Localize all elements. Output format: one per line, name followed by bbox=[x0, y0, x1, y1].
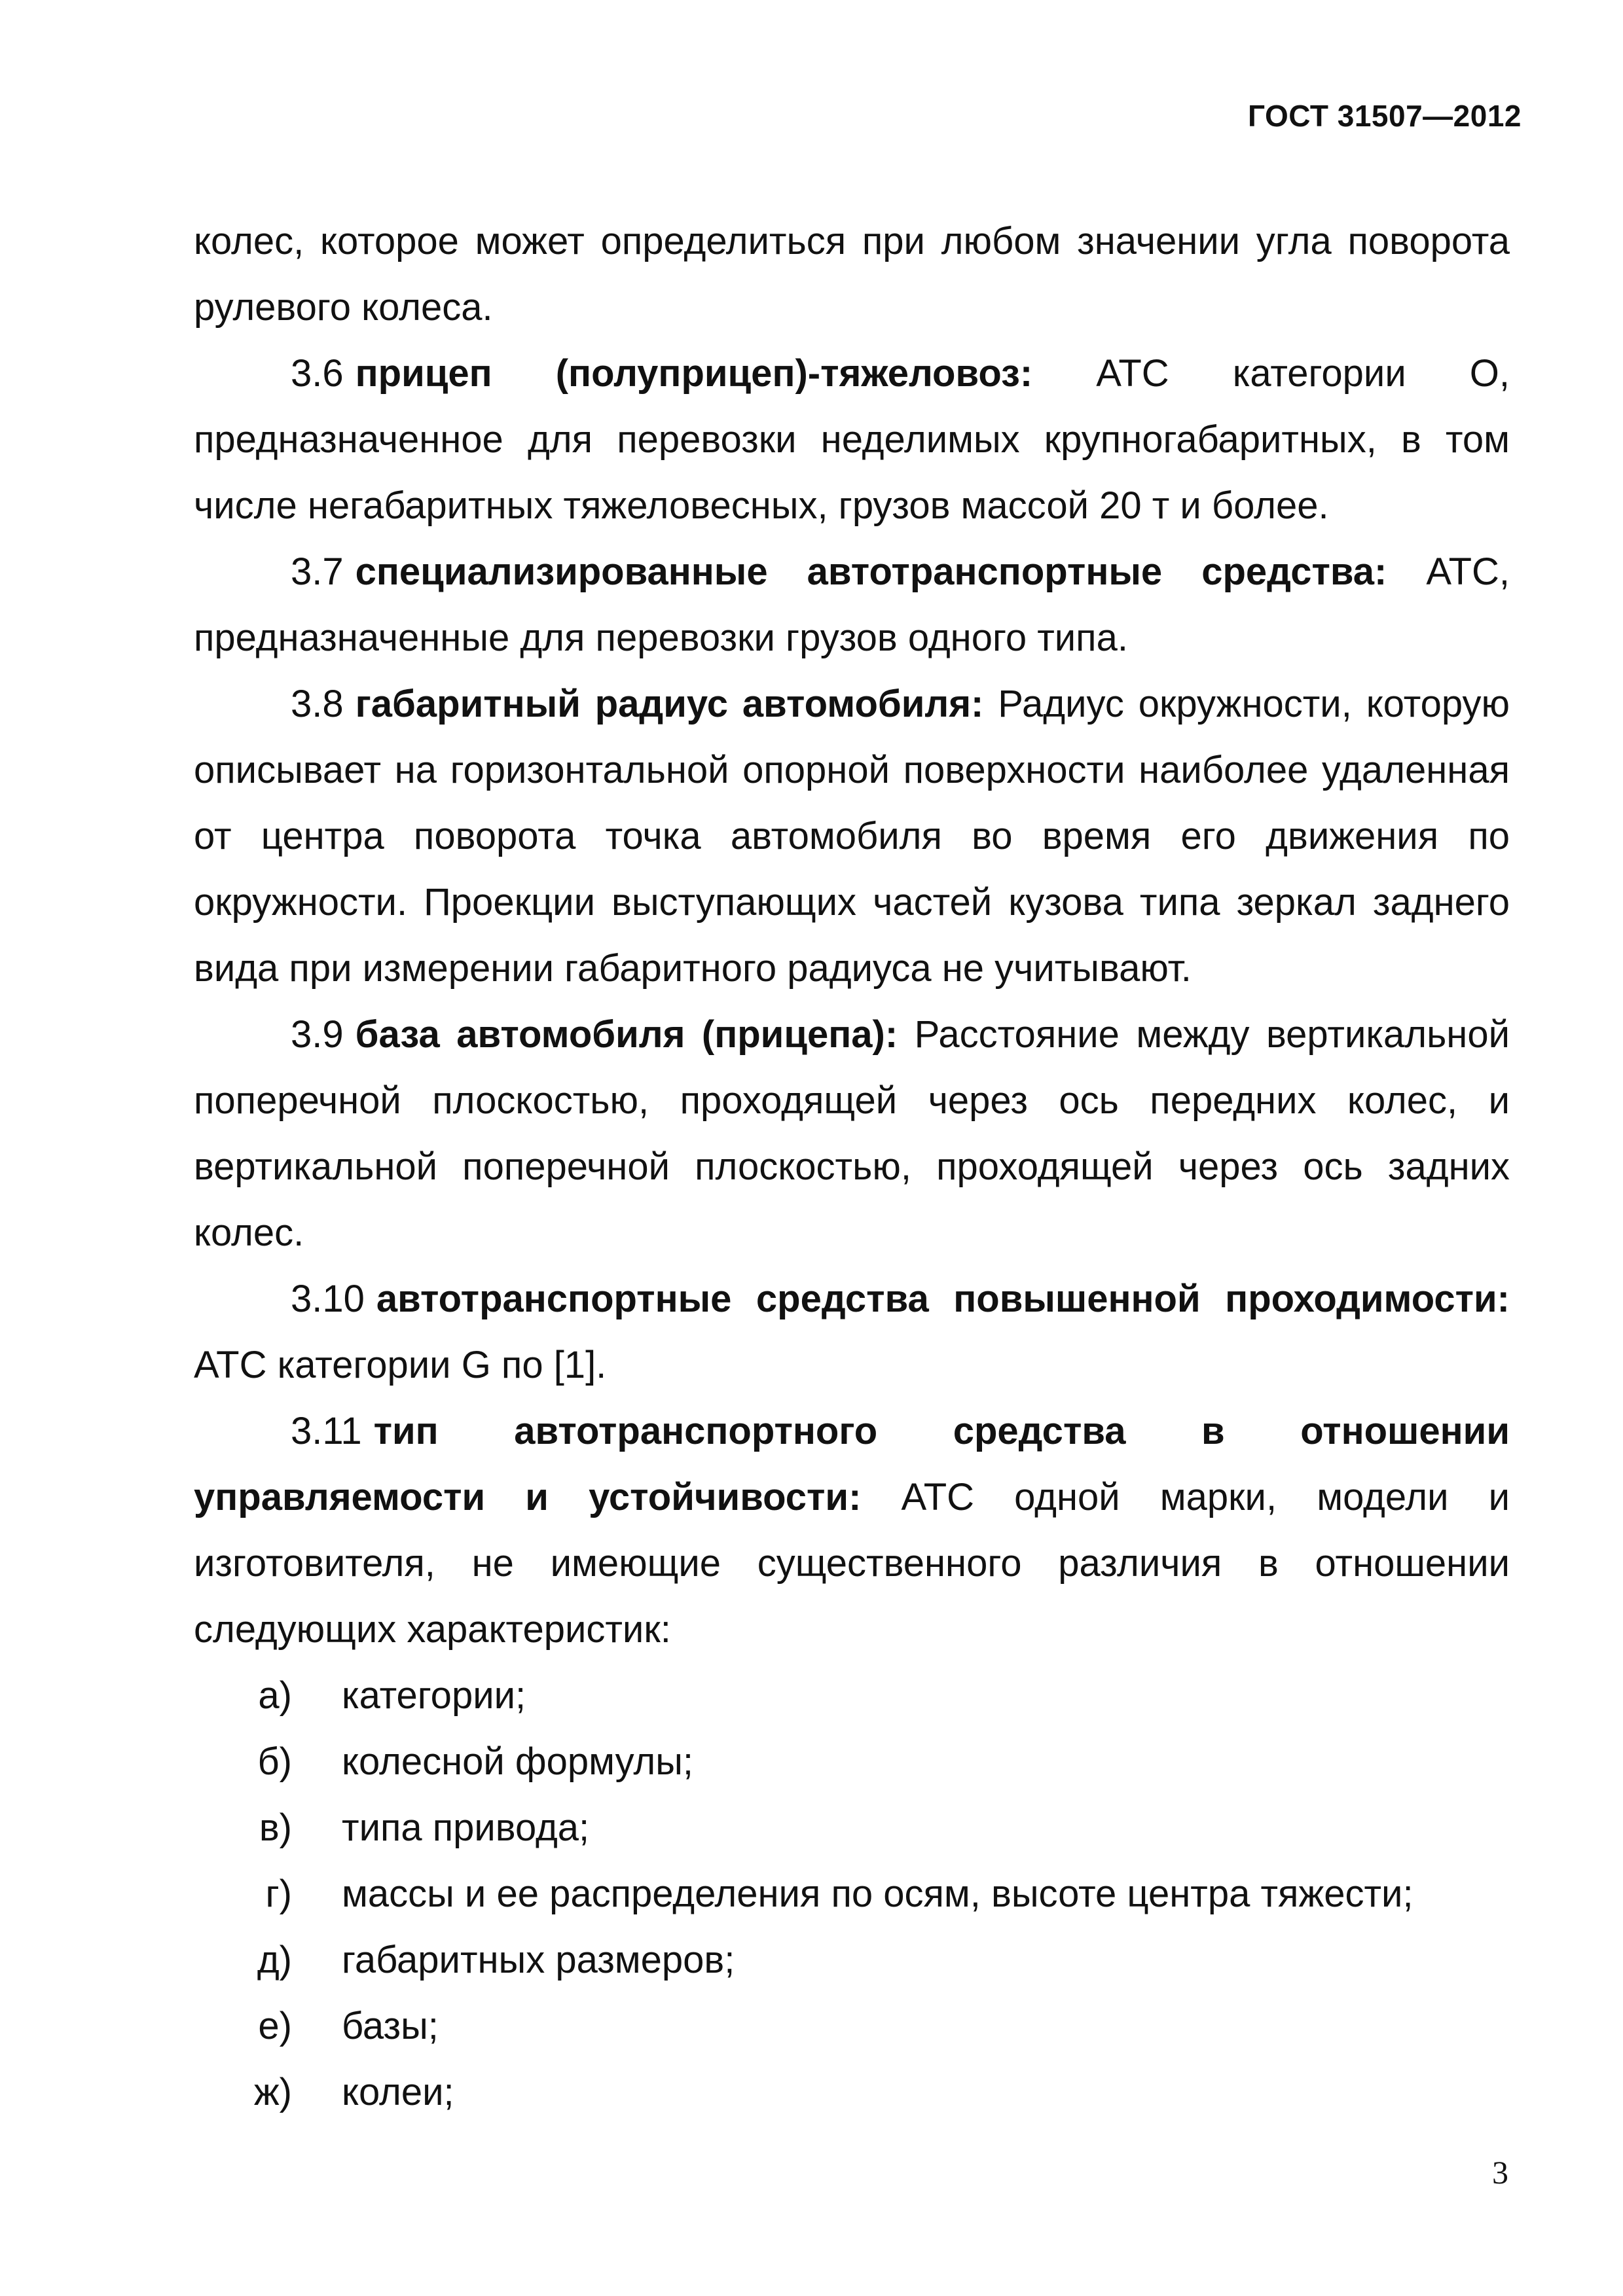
document-body bbox=[194, 208, 1510, 2125]
document-header: ГОСТ 31507—2012 bbox=[1248, 99, 1522, 133]
definition-text: АТС одной марки, модели и изготовителя, не имеющие существенного различия в отношении следующих характеристик: bbox=[194, 1476, 1510, 1651]
list-item-text: категории; bbox=[342, 1674, 526, 1717]
list-item bbox=[194, 1662, 1510, 1729]
list-marker: в) bbox=[259, 1806, 292, 1849]
clause-number: 3.8 bbox=[291, 683, 344, 725]
list-marker: д) bbox=[257, 1939, 292, 1981]
list-item bbox=[194, 1993, 1510, 2059]
paragraph-continuation bbox=[194, 208, 1510, 340]
list-item bbox=[194, 1927, 1510, 1993]
list-item-text: колеи; bbox=[342, 2071, 454, 2113]
definition-3-6 bbox=[194, 340, 1510, 539]
definition-term: тип автотранспортного средства в отношении управляемости и устойчивости: bbox=[194, 1410, 1510, 1518]
list-item-text: типа привода; bbox=[342, 1806, 590, 1849]
list-item bbox=[194, 1861, 1510, 1927]
definition-text: Расстояние между вертикальной поперечной плоскостью, проходящей через ось передних колес, и вертикальной поперечной плоскостью, проходящей через ось задних колес. bbox=[194, 1013, 1510, 1254]
list-marker: е) bbox=[258, 2005, 292, 2047]
list-item-text: габаритных размеров; bbox=[342, 1939, 735, 1981]
definition-term: габаритный радиус автомобиля: bbox=[355, 683, 984, 725]
definition-term: база автомобиля (прицепа): bbox=[355, 1013, 898, 1056]
definition-text: АТС категории G по [1]. bbox=[194, 1344, 607, 1386]
definition-text: АТС категории О, предназначенное для перевозки неделимых крупногабаритных, в том числе негабаритных тяжеловесных, грузов массой 20 т и более. bbox=[194, 352, 1510, 527]
definition-3-9 bbox=[194, 1001, 1510, 1266]
list-item-text: колесной формулы; bbox=[342, 1740, 694, 1783]
definition-3-8 bbox=[194, 671, 1510, 1001]
definition-text: Радиус окружности, которую описывает на горизонтальной опорной поверхности наиболее удаленная от центра поворота точка автомобиля во время его движения по окружности. Проекции выступающих частей кузова типа зеркал заднего вида при измерении габаритного радиуса не учитывают. bbox=[194, 683, 1510, 990]
list-item-text: базы; bbox=[342, 2005, 439, 2047]
page-number: 3 bbox=[1492, 2154, 1508, 2191]
definition-term: прицеп (полуприцеп)-тяжеловоз: bbox=[355, 352, 1033, 395]
definition-3-7 bbox=[194, 539, 1510, 671]
list-item bbox=[194, 1729, 1510, 1795]
list-item bbox=[194, 1795, 1510, 1861]
definition-term: специализированные автотранспортные средства: bbox=[355, 550, 1387, 593]
definition-term: автотранспортные средства повышенной проходимости: bbox=[376, 1278, 1510, 1320]
list-item-text: массы и ее распределения по осям, высоте центра тяжести; bbox=[342, 1873, 1413, 1915]
characteristics-list bbox=[194, 1662, 1510, 2125]
list-item bbox=[194, 2059, 1510, 2125]
clause-number: 3.7 bbox=[291, 550, 344, 593]
list-marker: а) bbox=[258, 1674, 292, 1717]
definition-3-11 bbox=[194, 1398, 1510, 1662]
clause-number: 3.10 bbox=[291, 1278, 365, 1320]
clause-number: 3.6 bbox=[291, 352, 344, 395]
clause-number: 3.9 bbox=[291, 1013, 344, 1056]
clause-number: 3.11 bbox=[291, 1410, 362, 1452]
list-marker: ж) bbox=[253, 2071, 292, 2113]
definition-text: АТС, предназначенные для перевозки грузов одного типа. bbox=[194, 550, 1510, 659]
list-marker: б) bbox=[257, 1740, 292, 1783]
paragraph-text: колес, которое может определиться при любом значении угла поворота рулевого колеса. bbox=[194, 220, 1510, 329]
definition-3-10 bbox=[194, 1266, 1510, 1398]
list-marker: г) bbox=[265, 1873, 292, 1915]
